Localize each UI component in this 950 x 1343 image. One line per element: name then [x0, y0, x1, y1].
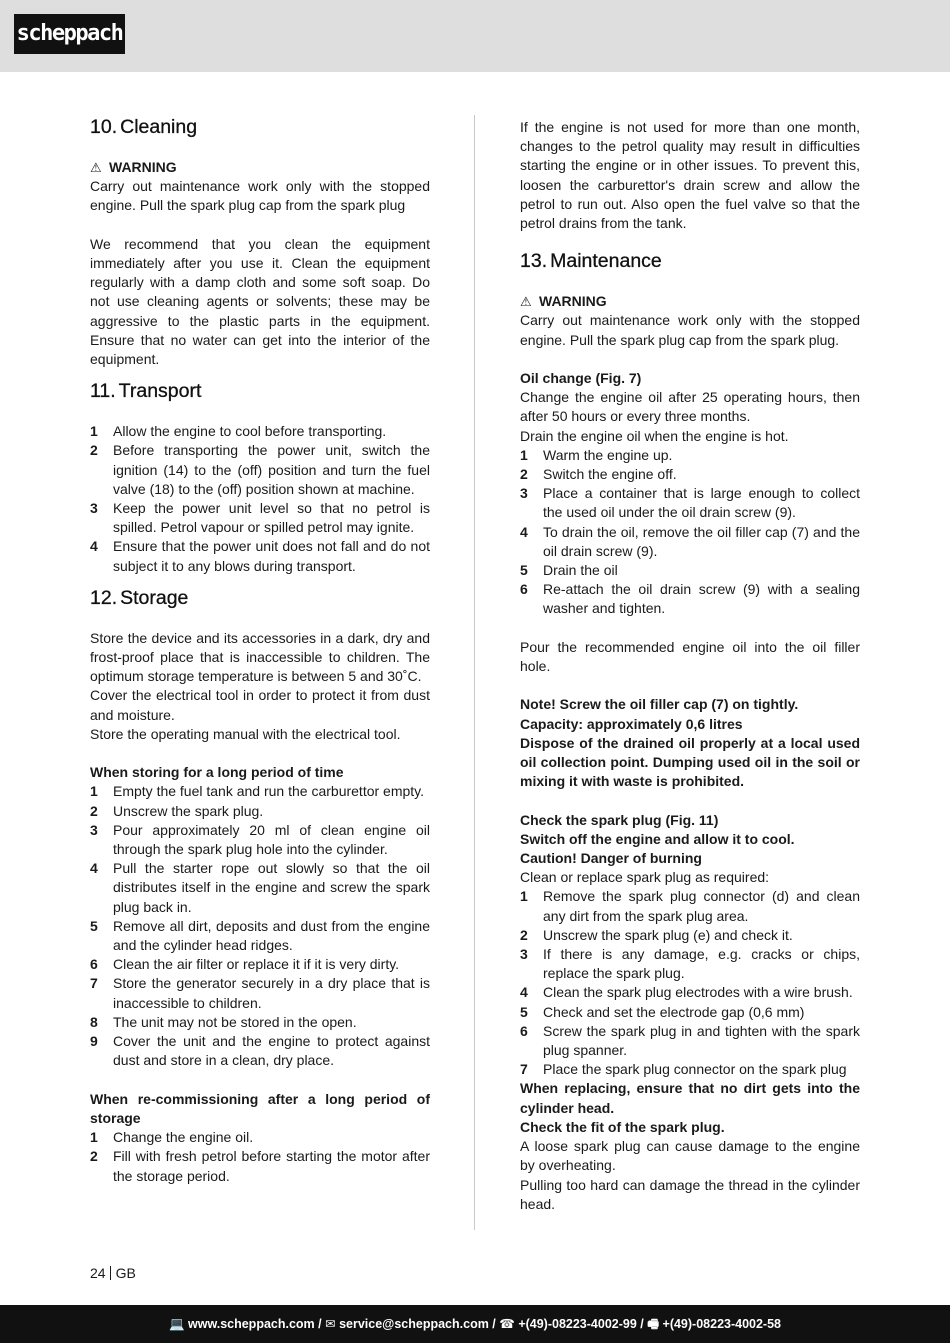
list-number: 1 [520, 446, 528, 463]
website-link[interactable]: www.scheppach.com / [188, 1317, 322, 1331]
fax-number: +(49)-08223-4002-58 [662, 1317, 782, 1331]
list-number: 6 [520, 1022, 528, 1039]
list-text: Cover the unit and the engine to protect against dust and store in a clean, dry place. [113, 1033, 430, 1069]
note-capacity: Capacity: approximately 0,6 litres [520, 715, 743, 732]
storage-paragraph: Store the operating manual with the electrical tool. [90, 725, 401, 742]
list-number: 2 [520, 926, 528, 943]
section-heading-storage [90, 584, 430, 612]
list-number: 2 [520, 466, 528, 483]
phone-number: +(49)-08223-4002-99 / [518, 1317, 644, 1331]
list-item [90, 422, 430, 441]
storage-paragraph: Store the device and its accessories in a dark, dry and frost-proof place that is inaccessible to children. The optimum storage temperature is between 5 and 30˚C. [90, 629, 430, 685]
column-divider [474, 115, 475, 1230]
left-column [90, 113, 430, 1186]
section-number: 12. [90, 586, 118, 609]
list-number: 5 [520, 562, 528, 579]
list-item [520, 465, 860, 484]
list-text: Keep the power unit level so that no petrol is spilled. Petrol vapour or spilled petrol may ignite. [113, 500, 430, 536]
list-item [90, 1032, 430, 1070]
list-number: 7 [90, 975, 98, 992]
envelope-icon: ✉ [325, 1317, 340, 1331]
list-number: 9 [90, 1033, 98, 1050]
list-number: 4 [90, 860, 98, 877]
list-item [90, 917, 430, 955]
list-text: Unscrew the spark plug (e) and check it. [543, 926, 793, 943]
list-item [90, 821, 430, 859]
list-text: Change the engine oil. [113, 1129, 254, 1146]
warning-text: Carry out maintenance work only with the stopped engine. Pull the spark plug cap from the spark plug [90, 178, 430, 214]
section-heading-maintenance [520, 247, 860, 275]
section-title: Maintenance [550, 250, 662, 273]
list-text: Empty the fuel tank and run the carburettor empty. [113, 783, 425, 800]
list-item [520, 523, 860, 561]
recommission-list [90, 1128, 430, 1186]
oil-change-heading: Oil change (Fig. 7) [520, 370, 642, 387]
list-item [520, 926, 860, 945]
section-number: 11. [90, 380, 116, 403]
list-text: Remove the spark plug connector (d) and clean any dirt from the spark plug area. [543, 888, 860, 924]
list-number: 1 [90, 423, 98, 440]
list-item [90, 537, 430, 575]
spark-plug-text: Clean or replace spark plug as required: [520, 869, 770, 886]
note-filler-cap: Note! Screw the oil filler cap (7) on tightly. [520, 696, 799, 713]
note-dispose-oil: Dispose of the drained oil properly at a local used oil collection point. Dumping used oil in the soil or mixing it with waste is prohibited. [520, 734, 860, 790]
list-text: Place the spark plug connector on the spark plug [543, 1061, 847, 1078]
list-item [90, 802, 430, 821]
list-text: To drain the oil, remove the oil filler cap (7) and the oil drain screw (9). [543, 523, 860, 559]
section-number: 13. [520, 250, 548, 273]
list-text: Before transporting the power unit, switch the ignition (14) to the (off) position and turn the fuel valve (18) to the (off) position shown at machine. [113, 442, 430, 497]
list-item [520, 446, 860, 465]
list-item [520, 580, 860, 618]
pour-oil-text: Pour the recommended engine oil into the oil filler hole. [520, 638, 860, 675]
phone-icon: ☎ [499, 1317, 519, 1331]
list-number: 3 [90, 821, 98, 838]
section-title: Transport [118, 380, 202, 403]
language-code: GB [115, 1265, 136, 1281]
list-number: 1 [90, 783, 98, 800]
list-item [520, 1003, 860, 1022]
list-item [90, 441, 430, 499]
list-text: Ensure that the power unit does not fall and do not subject it to any blows during transport. [113, 538, 430, 574]
list-number: 4 [520, 523, 528, 540]
warning-label [520, 292, 860, 311]
oil-paragraph: Drain the engine oil when the engine is hot. [520, 427, 789, 444]
list-text: Allow the engine to cool before transporting. [113, 423, 387, 440]
list-number: 2 [90, 802, 98, 819]
list-text: Screw the spark plug in and tighten with the spark plug spanner. [543, 1022, 860, 1059]
warning-text: Carry out maintenance work only with the stopped engine. Pull the spark plug cap from the spark plug. [520, 312, 860, 348]
storage-paragraph: Cover the electrical tool in order to protect it from dust and moisture. [90, 687, 430, 723]
list-item [90, 1128, 430, 1147]
fax-icon: 🖷 [647, 1317, 663, 1331]
list-text: Drain the oil [543, 562, 618, 579]
transport-list [90, 422, 430, 576]
list-number: 1 [520, 888, 528, 905]
list-number: 4 [520, 984, 528, 1001]
check-fit-note: Check the fit of the spark plug. [520, 1118, 725, 1135]
list-number: 1 [90, 1129, 98, 1146]
list-item [520, 561, 860, 580]
list-text: Fill with fresh petrol before starting the motor after the storage period. [113, 1148, 430, 1184]
right-column [520, 118, 860, 1214]
header-bar [0, 0, 950, 72]
spark-plug-heading: Check the spark plug (Fig. 11) [520, 811, 719, 828]
list-number: 6 [520, 581, 528, 598]
long-storage-heading: When storing for a long period of time [90, 764, 344, 781]
oil-change-list [520, 446, 860, 619]
list-item [90, 1147, 430, 1185]
list-item [90, 955, 430, 974]
list-number: 8 [90, 1013, 98, 1030]
scheppach-logo: scheppach [14, 14, 125, 54]
list-text: Pull the starter rope out slowly so that the oil distributes itself in the engine and screw the spark plug back in. [113, 860, 430, 915]
warning-triangle-icon: ⚠ [520, 294, 532, 310]
list-item [90, 782, 430, 801]
long-storage-list [90, 782, 430, 1070]
page-separator [110, 1266, 111, 1280]
list-text: Unscrew the spark plug. [113, 802, 264, 819]
thread-damage-text: Pulling too hard can damage the thread in the cylinder head. [520, 1176, 860, 1212]
list-item [520, 1060, 860, 1079]
section-title: Storage [120, 586, 189, 609]
list-text: The unit may not be stored in the open. [113, 1013, 357, 1030]
cleaning-body: We recommend that you clean the equipment immediately after you use it. Clean the equipment regularly with a damp cloth and some soft soap. Do not use cleaning agents or solvents; these may be aggressive to the plastic parts in the equipment. Ensure that no water can get into the interior of the equipment. [90, 235, 430, 368]
warning-text-label: WARNING [539, 293, 607, 310]
list-item [520, 887, 860, 925]
list-item [90, 499, 430, 537]
list-number: 7 [520, 1061, 528, 1078]
list-item [520, 945, 860, 983]
contact-bar [0, 1305, 950, 1343]
oil-paragraph: Change the engine oil after 25 operating hours, then after 50 hours or every three months. [520, 389, 860, 425]
list-text: Place a container that is large enough to collect the used oil under the oil drain screw (9). [543, 485, 860, 521]
email-link[interactable]: service@scheppach.com / [339, 1317, 496, 1331]
list-item [520, 983, 860, 1002]
warning-text-label: WARNING [109, 159, 177, 175]
list-text: Store the generator securely in a dry place that is inaccessible to children. [113, 975, 430, 1011]
spark-plug-note: Switch off the engine and allow it to cool. [520, 830, 795, 847]
list-number: 3 [90, 500, 98, 517]
list-number: 5 [90, 917, 98, 934]
loose-plug-text: A loose spark plug can cause damage to the engine by overheating. [520, 1138, 860, 1174]
page-number-value: 24 [90, 1265, 106, 1281]
list-text: Pour approximately 20 ml of clean engine oil through the spark plug hole into the cylinder. [113, 821, 430, 858]
section-number: 10. [90, 116, 118, 138]
warning-label [90, 158, 430, 177]
list-text: Clean the spark plug electrodes with a wire brush. [543, 984, 853, 1001]
list-number: 5 [520, 1003, 528, 1020]
list-number: 6 [90, 956, 98, 973]
spark-plug-list [520, 887, 860, 1079]
list-number: 3 [520, 946, 528, 963]
replacing-note: When replacing, ensure that no dirt gets into the cylinder head. [520, 1080, 860, 1116]
section-title: Cleaning [120, 116, 198, 138]
list-text: Warm the engine up. [543, 446, 673, 463]
list-number: 2 [90, 442, 98, 459]
spark-plug-caution: Caution! Danger of burning [520, 850, 702, 867]
computer-icon: 💻 [168, 1317, 189, 1331]
list-item [90, 974, 430, 1012]
list-item [90, 1013, 430, 1032]
list-item [90, 859, 430, 917]
list-text: Switch the engine off. [543, 466, 677, 483]
list-text: Check and set the electrode gap (0,6 mm) [543, 1003, 805, 1020]
recommission-heading: When re-commissioning after a long period of storage [90, 1090, 430, 1126]
list-number: 4 [90, 538, 98, 555]
list-text: Clean the air filter or replace it if it is very dirty. [113, 956, 400, 973]
list-text: Remove all dirt, deposits and dust from the engine and the cylinder head ridges. [113, 917, 430, 954]
section-heading-cleaning [90, 113, 430, 141]
storage-intro: If the engine is not used for more than one month, changes to the petrol quality may result in difficulties starting the engine or in other issues. To prevent this, loosen the carburettor's drain screw and allow the petrol to run out. Also open the fuel valve so that the petrol drains from the tank. [520, 119, 860, 232]
warning-triangle-icon: ⚠ [90, 160, 102, 175]
section-heading-transport [90, 377, 430, 405]
list-item [520, 1022, 860, 1060]
list-number: 2 [90, 1148, 98, 1165]
page-number [90, 1264, 136, 1283]
list-text: If there is any damage, e.g. cracks or chips, replace the spark plug. [543, 946, 860, 982]
list-text: Re-attach the oil drain screw (9) with a sealing washer and tighten. [543, 581, 860, 617]
list-number: 3 [520, 485, 528, 502]
list-item [520, 484, 860, 522]
